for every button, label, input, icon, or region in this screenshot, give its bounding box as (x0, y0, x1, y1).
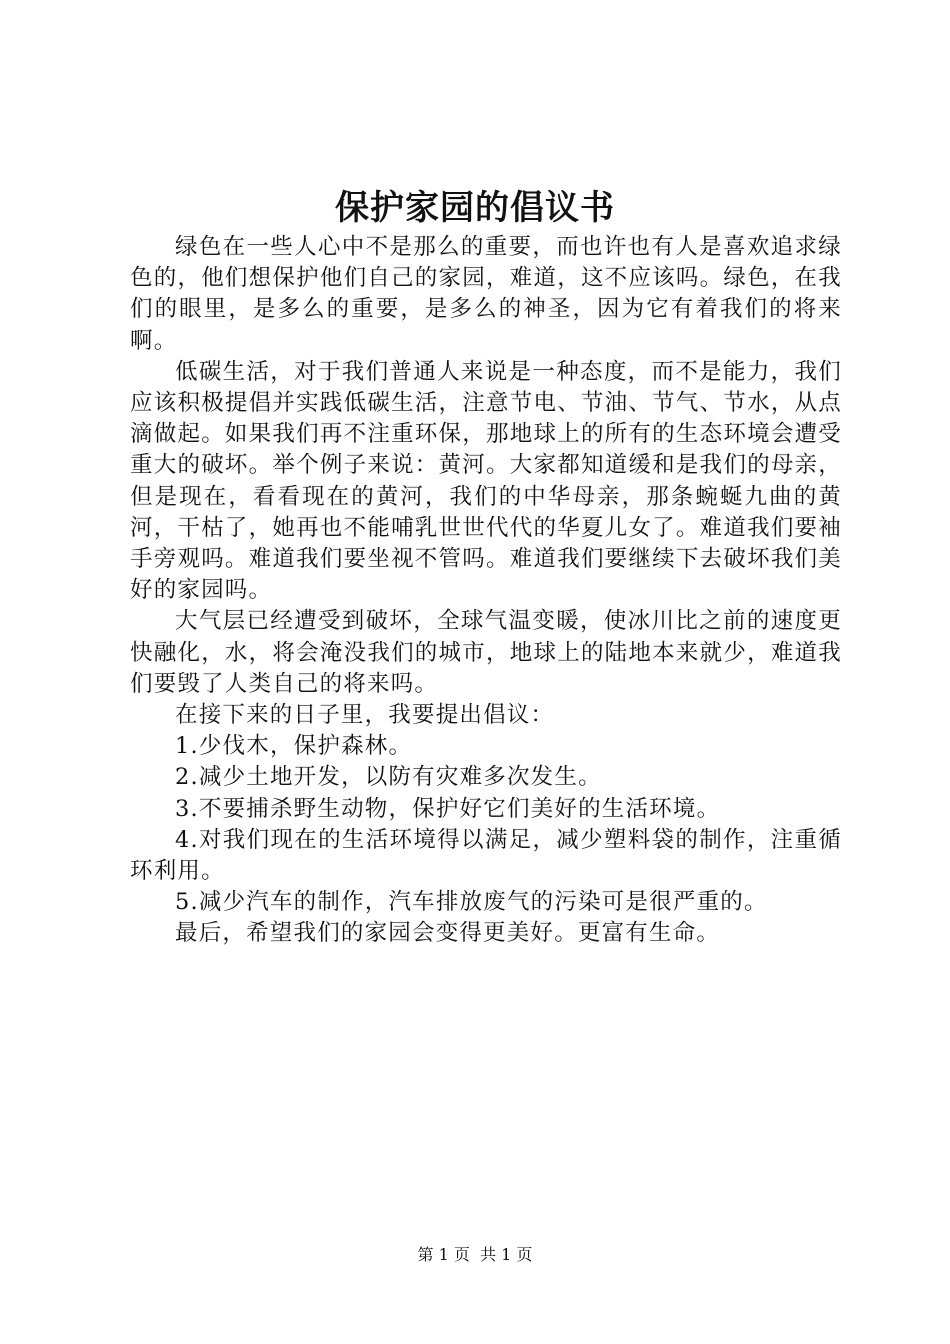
paragraph-proposal-intro: 在接下来的日子里，我要提出倡议： (175, 702, 555, 729)
proposal-item-5: 5.减少汽车的制作，汽车排放废气的污染可是很严重的。 (175, 889, 768, 916)
paragraph-low-carbon: 低碳生活，对于我们普通人来说是一种态度，而不是能力，我们应该积极提倡并实践低碳生活，注意节电、节油、节气、节水，从点滴做起。如果我们再不注重环保，那地球上的所有的生态环境会遭受重大的破坏。举个例子来说：黄河。大家都知道缓和是我们的母亲，但是现在，看看现在的黄河，我们的中华母亲，那条蜿蜒九曲的黄河，干枯了，她再也不能哺乳世世代代的华夏儿女了。难道我们要袖手旁观吗。难道我们要坐视不管吗。难道我们要继续下去破坏我们美好的家园吗。 (130, 358, 842, 604)
page-footer (0, 1244, 950, 1266)
document-title: 保护家园的倡议书 (335, 188, 615, 228)
page-number-label: 第 1 页 共 1 页 (417, 1245, 533, 1264)
proposal-item-4: 4.对我们现在的生活环境得以满足，减少塑料袋的制作，注重循环利用。 (130, 826, 842, 885)
paragraph-intro: 绿色在一些人心中不是那么的重要，而也许也有人是喜欢追求绿色的，他们想保护他们自己的家园，难道，这不应该吗。绿色，在我们的眼里，是多么的重要，是多么的神圣，因为它有着我们的将来啊。 (130, 234, 842, 354)
document-body (130, 232, 842, 950)
paragraph-atmosphere: 大气层已经遭受到破坏，全球气温变暖，使冰川比之前的速度更快融化，水，将会淹没我们的城市，地球上的陆地本来就少，难道我们要毁了人类自己的将来吗。 (130, 608, 842, 697)
proposal-item-3: 3.不要捕杀野生动物，保护好它们美好的生活环境。 (175, 795, 721, 822)
proposal-item-2: 2.减少土地开发，以防有灾难多次发生。 (175, 764, 602, 791)
proposal-item-1: 1.少伐木，保护森林。 (175, 733, 413, 760)
paragraph-closing: 最后，希望我们的家园会变得更美好。更富有生命。 (175, 920, 721, 947)
